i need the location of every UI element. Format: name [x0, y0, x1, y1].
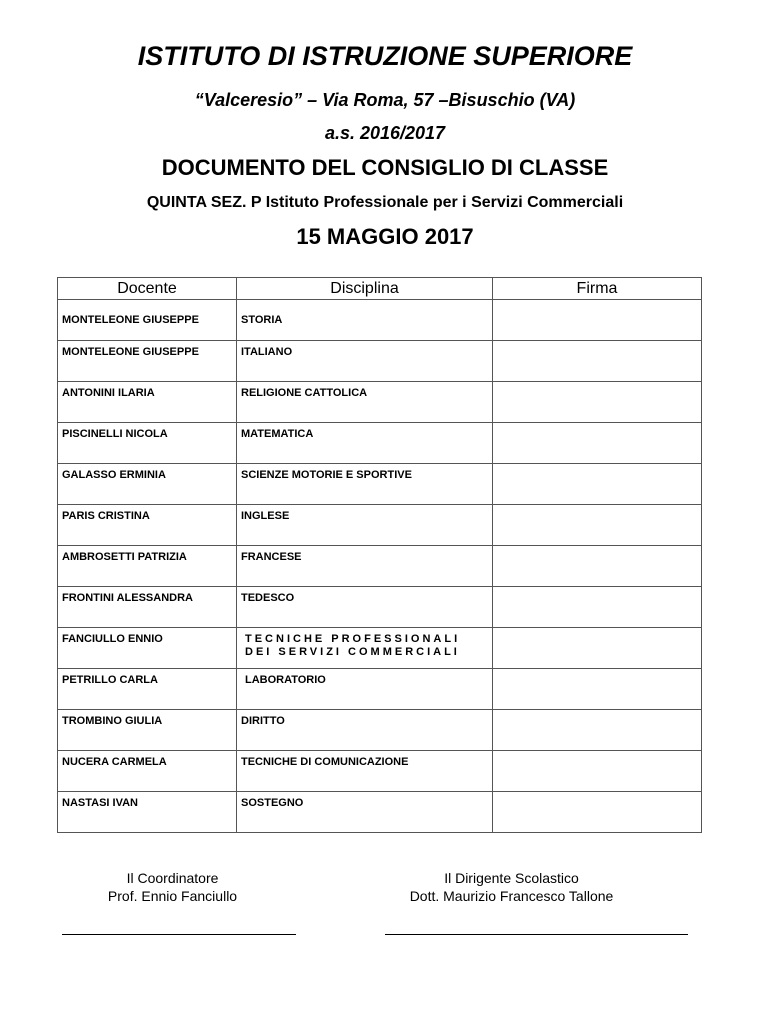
principal-role: Il Dirigente Scolastico [444, 870, 579, 886]
document-title: DOCUMENTO DEL CONSIGLIO DI CLASSE [161, 155, 609, 180]
docente-cell: PISCINELLI NICOLA [58, 423, 237, 464]
docente-cell: PETRILLO CARLA [58, 669, 237, 710]
disciplina-cell: RELIGIONE CATTOLICA [237, 382, 493, 423]
principal-name: Dott. Maurizio Francesco Tallone [409, 888, 614, 904]
docente-cell: PARIS CRISTINA [58, 505, 237, 546]
firma-cell [493, 792, 702, 833]
coordinator-signature-line [62, 934, 296, 935]
docente-cell: FANCIULLO ENNIO [58, 628, 237, 669]
firma-cell [493, 628, 702, 669]
principal-signature-line [385, 934, 688, 935]
docente-cell: NASTASI IVAN [58, 792, 237, 833]
disciplina-cell: LABORATORIO [237, 669, 493, 710]
disciplina-cell: TECNICHE PROFESSIONALI DEI SERVIZI COMMERCIALI [237, 628, 493, 669]
docente-cell: GALASSO ERMINIA [58, 464, 237, 505]
document-date: 15 MAGGIO 2017 [296, 224, 474, 249]
table-header-row [58, 278, 702, 300]
docente-cell: TROMBINO GIULIA [58, 710, 237, 751]
disciplina-cell: DIRITTO [237, 710, 493, 751]
docente-cell: AMBROSETTI PATRIZIA [58, 546, 237, 587]
table-row [58, 669, 702, 710]
table-row [58, 751, 702, 792]
firma-cell [493, 546, 702, 587]
firma-cell [493, 669, 702, 710]
institute-title: ISTITUTO DI ISTRUZIONE SUPERIORE [137, 41, 633, 71]
table-row [58, 546, 702, 587]
disciplina-cell: STORIA [237, 300, 493, 341]
firma-cell [493, 300, 702, 341]
docente-cell: MONTELEONE GIUSEPPE [58, 300, 237, 341]
firma-cell [493, 710, 702, 751]
principal-signature-block [384, 869, 639, 905]
table-row [58, 382, 702, 423]
table-row [58, 341, 702, 382]
firma-cell [493, 423, 702, 464]
council-table [57, 277, 702, 833]
disciplina-cell: TECNICHE DI COMUNICAZIONE [237, 751, 493, 792]
disciplina-cell: MATEMATICA [237, 423, 493, 464]
institute-address: “Valceresio” – Via Roma, 57 –Bisuschio (VA) [194, 90, 576, 110]
disciplina-cell: SOSTEGNO [237, 792, 493, 833]
firma-cell [493, 341, 702, 382]
table-row [58, 300, 702, 341]
table-row [58, 710, 702, 751]
coordinator-name: Prof. Ennio Fanciullo [107, 888, 238, 904]
column-header-firma: Firma [493, 278, 702, 300]
firma-cell [493, 751, 702, 792]
disciplina-cell: INGLESE [237, 505, 493, 546]
disciplina-cell: SCIENZE MOTORIE E SPORTIVE [237, 464, 493, 505]
firma-cell [493, 464, 702, 505]
table-row [58, 464, 702, 505]
docente-cell: FRONTINI ALESSANDRA [58, 587, 237, 628]
docente-cell: ANTONINI ILARIA [58, 382, 237, 423]
disciplina-cell: FRANCESE [237, 546, 493, 587]
coordinator-signature-block [65, 869, 280, 905]
class-description: QUINTA SEZ. P Istituto Professionale per i Servizi Commerciali [146, 194, 624, 211]
table-row [58, 423, 702, 464]
firma-cell [493, 587, 702, 628]
table-row [58, 587, 702, 628]
coordinator-role: Il Coordinatore [126, 870, 219, 886]
docente-cell: MONTELEONE GIUSEPPE [58, 341, 237, 382]
table-row [58, 792, 702, 833]
disciplina-cell: TEDESCO [237, 587, 493, 628]
disciplina-cell: ITALIANO [237, 341, 493, 382]
column-header-docente: Docente [58, 278, 237, 300]
column-header-disciplina: Disciplina [237, 278, 493, 300]
table-row [58, 505, 702, 546]
school-year: a.s. 2016/2017 [324, 123, 446, 143]
table-row [58, 628, 702, 669]
firma-cell [493, 505, 702, 546]
docente-cell: NUCERA CARMELA [58, 751, 237, 792]
firma-cell [493, 382, 702, 423]
